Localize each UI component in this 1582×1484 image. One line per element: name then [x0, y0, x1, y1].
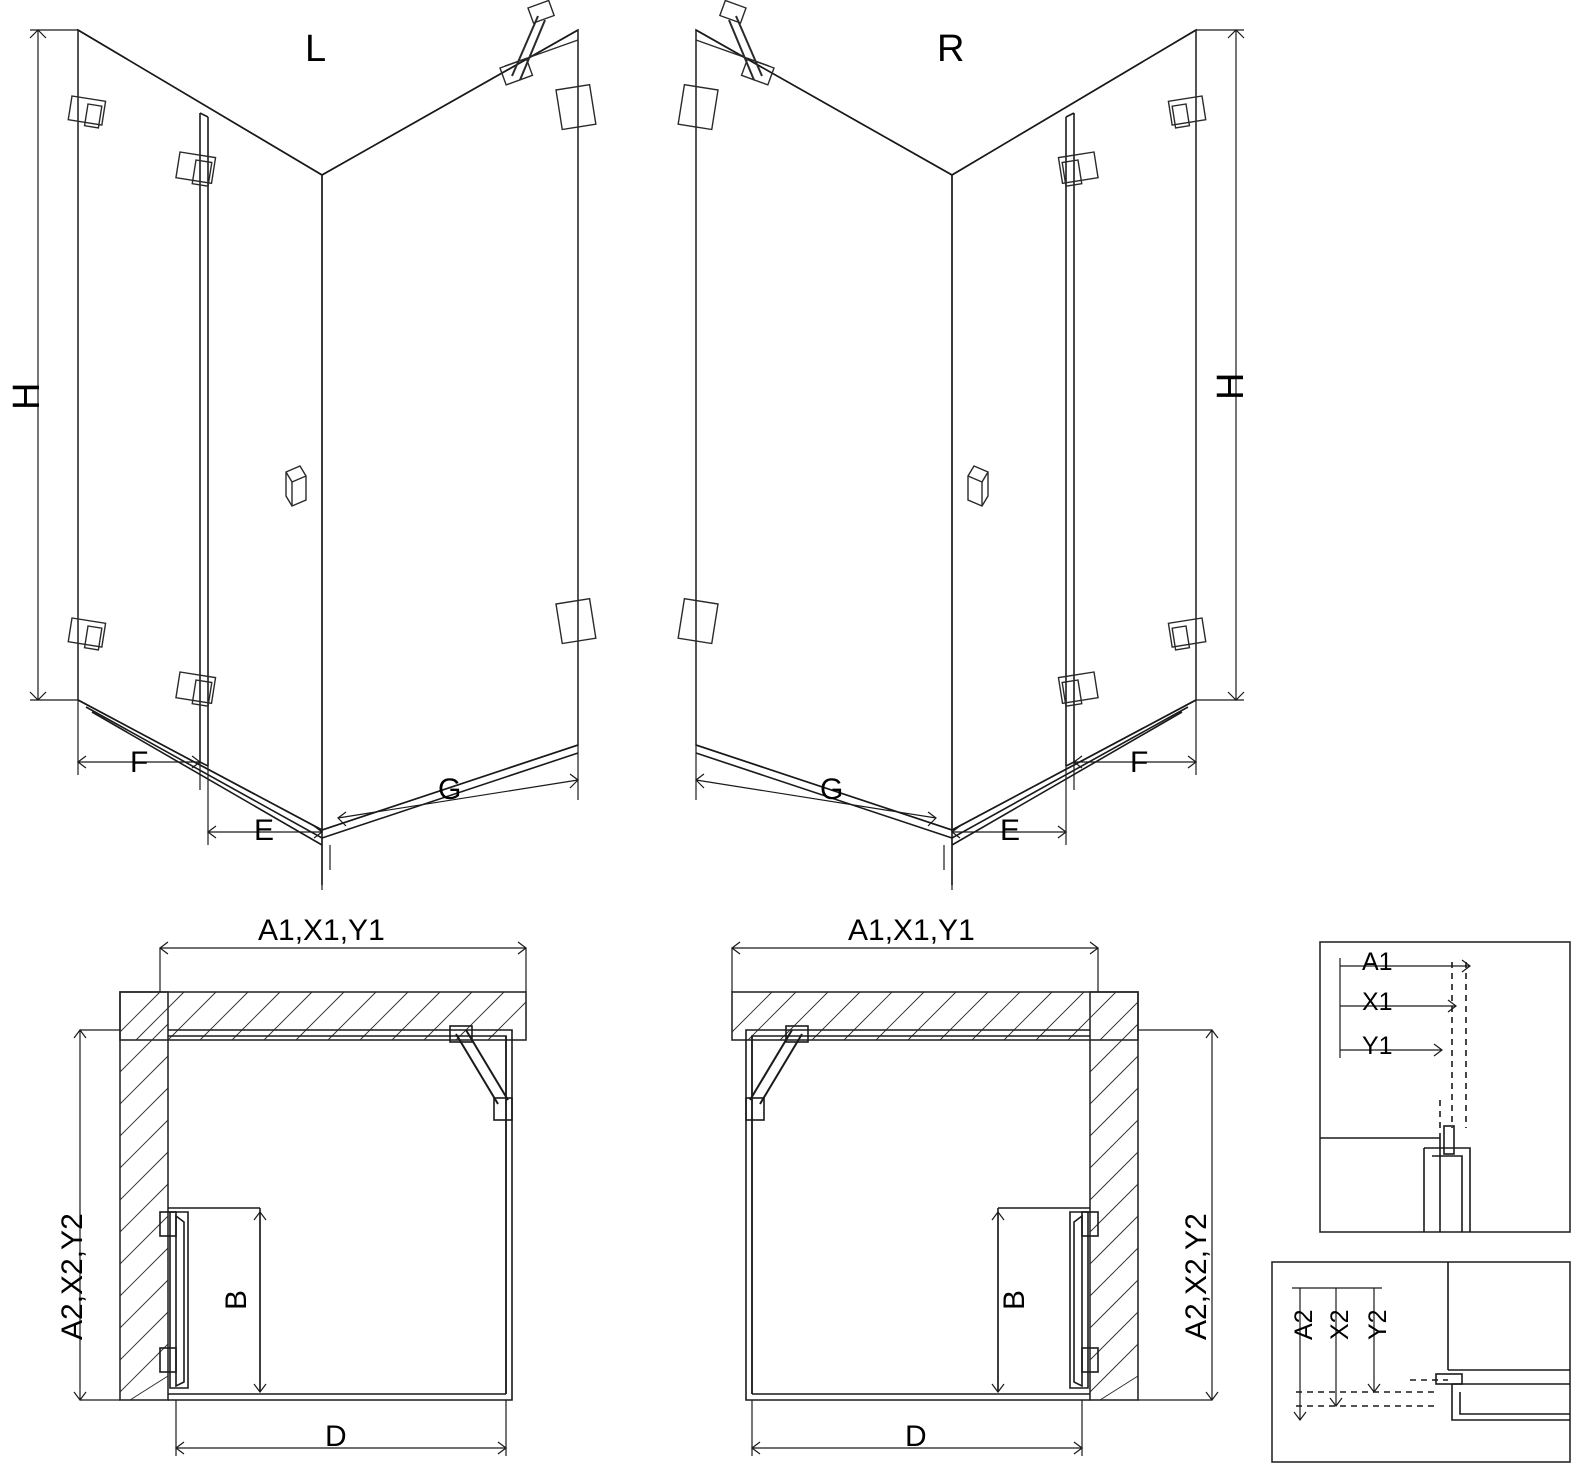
plan-right-door-dim-label: B [998, 1289, 1031, 1310]
detail-top-label-y1: Y1 [1362, 1032, 1393, 1060]
iso-right-front-left-label: F [1130, 746, 1149, 779]
detail-top-label-a1: A1 [1362, 948, 1393, 976]
detail-bottom-label-y2: Y2 [1364, 1309, 1392, 1340]
plan-left-top-dim-label: A1,X1,Y1 [258, 914, 385, 947]
iso-left-variant-label: L [305, 28, 327, 70]
iso-right-geometry [696, 30, 1196, 885]
detail-top-geometry [1320, 942, 1570, 1232]
iso-right-variant-label: R [937, 28, 965, 70]
iso-right-height-label: H [1210, 372, 1252, 400]
iso-right-front-right-label: E [1000, 814, 1021, 847]
iso-left-geometry [78, 30, 578, 885]
plan-left-geometry [120, 992, 526, 1400]
iso-right-side-label: G [820, 773, 844, 806]
plan-left-dimensions [74, 942, 526, 1456]
detail-bottom-geometry [1272, 1262, 1570, 1462]
iso-left-hinges [68, 0, 596, 706]
iso-left-front-left-label: F [130, 746, 149, 779]
plan-left-side-dim-label: A2,X2,Y2 [56, 1213, 89, 1340]
iso-left-dimensions [30, 30, 578, 890]
iso-right-hinges [678, 0, 1206, 706]
detail-top-label-x1: X1 [1362, 988, 1393, 1016]
detail-bottom-label-x2: X2 [1326, 1309, 1354, 1340]
plan-right-side-dim-label: A2,X2,Y2 [1180, 1213, 1213, 1340]
plan-left-bottom-dim-label: D [325, 1420, 347, 1453]
plan-right-dimensions [732, 942, 1218, 1456]
iso-right-dimensions [696, 30, 1244, 890]
iso-left-side-label: G [438, 773, 462, 806]
plan-right-bottom-dim-label: D [905, 1420, 927, 1453]
detail-bottom-label-a2: A2 [1290, 1309, 1318, 1340]
iso-left-front-right-label: E [254, 814, 275, 847]
iso-left-height-label: H [6, 382, 48, 410]
plan-right-top-dim-label: A1,X1,Y1 [848, 914, 975, 947]
plan-left-door-dim-label: B [220, 1289, 253, 1310]
plan-right-geometry [732, 992, 1138, 1400]
